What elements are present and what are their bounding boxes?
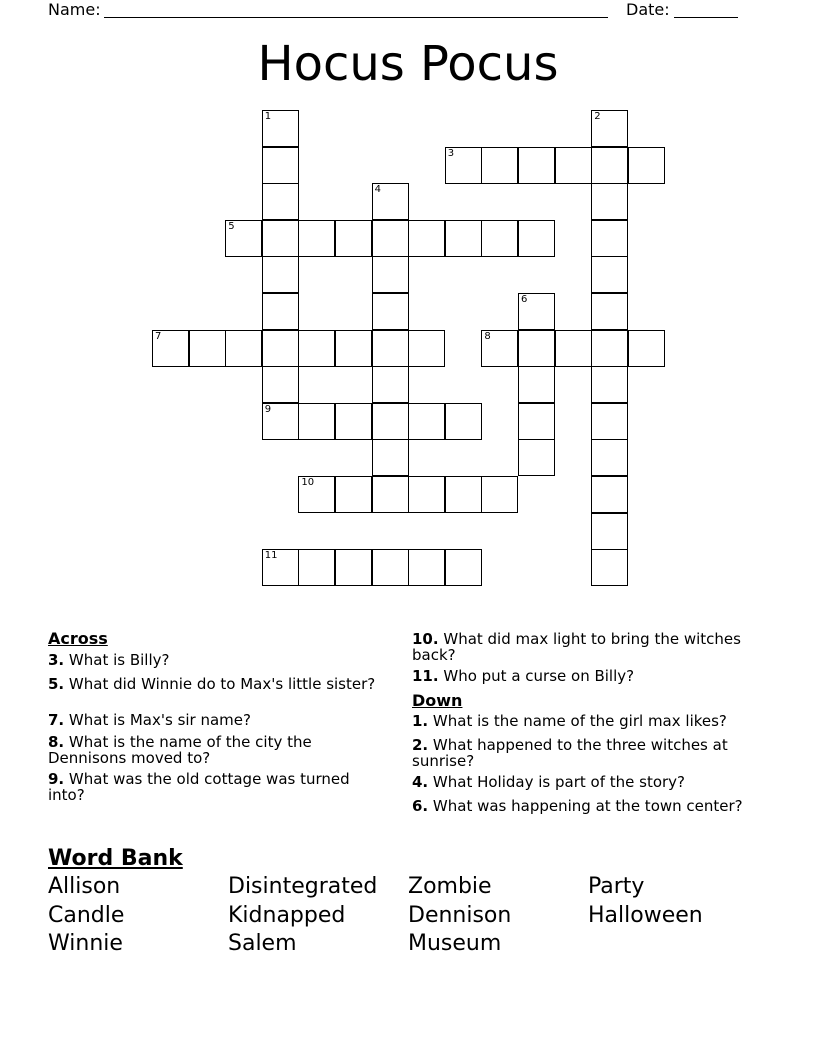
crossword-cell[interactable]	[445, 403, 482, 440]
word-bank-item: Party	[588, 874, 645, 899]
crossword-cell[interactable]	[518, 330, 555, 367]
crossword-cell[interactable]	[518, 403, 555, 440]
word-bank-item: Dennison	[408, 903, 512, 928]
crossword-cell[interactable]	[372, 293, 409, 330]
crossword-cell[interactable]	[628, 330, 665, 367]
word-bank-item: Disintegrated	[228, 874, 378, 899]
crossword-cell[interactable]	[555, 147, 592, 184]
crossword-cell[interactable]	[591, 403, 628, 440]
cell-number: 1	[264, 111, 272, 122]
date-label: Date:	[626, 0, 670, 19]
crossword-cell[interactable]	[591, 513, 628, 550]
word-bank-item: Salem	[228, 931, 297, 956]
crossword-cell[interactable]	[518, 366, 555, 403]
crossword-cell[interactable]	[372, 366, 409, 403]
cell-number: 8	[484, 330, 491, 342]
crossword-cell[interactable]	[262, 366, 299, 403]
clue-down-4: 4. What Holiday is part of the story?	[412, 773, 686, 791]
crossword-cell[interactable]	[518, 439, 555, 476]
crossword-cell[interactable]	[298, 549, 335, 586]
crossword-cell[interactable]	[372, 439, 409, 476]
word-bank-item: Winnie	[48, 931, 123, 956]
crossword-cell[interactable]	[408, 403, 445, 440]
crossword-cell[interactable]	[298, 476, 335, 513]
cell-number: 3	[447, 147, 455, 159]
cell-number: 10	[301, 477, 315, 488]
crossword-cell[interactable]	[481, 220, 518, 257]
crossword-cell[interactable]	[591, 330, 628, 367]
cell-number: 9	[264, 403, 272, 415]
crossword-cell[interactable]	[518, 147, 555, 184]
cell-number: 4	[374, 184, 381, 196]
crossword-cell[interactable]	[262, 220, 299, 257]
clue-across-7: 7. What is Max's sir name?	[48, 711, 251, 729]
crossword-cell[interactable]	[372, 549, 409, 586]
page-title: Hocus Pocus	[257, 36, 559, 92]
crossword-cell[interactable]	[408, 330, 445, 367]
crossword-cell[interactable]	[335, 403, 372, 440]
crossword-cell[interactable]	[591, 147, 628, 184]
crossword-cell[interactable]	[518, 220, 555, 257]
word-bank-item: Zombie	[408, 874, 492, 899]
crossword-cell[interactable]	[445, 476, 482, 513]
crossword-cell[interactable]	[408, 476, 445, 513]
cell-number: 11	[264, 550, 278, 562]
crossword-cell[interactable]	[408, 549, 445, 586]
crossword-cell[interactable]	[262, 293, 299, 330]
crossword-cell[interactable]	[335, 549, 372, 586]
crossword-cell[interactable]	[262, 330, 299, 367]
clue-across-8: 8. What is the name of the city the Dennisons moved to?	[48, 733, 312, 767]
crossword-cell[interactable]	[591, 549, 628, 586]
crossword-cell[interactable]	[152, 330, 189, 367]
crossword-cell[interactable]	[372, 403, 409, 440]
clue-down-2: 2. What happened to the three witches at sunrise?	[412, 736, 728, 770]
word-bank-item: Allison	[48, 874, 121, 899]
crossword-cell[interactable]	[591, 183, 628, 220]
crossword-cell[interactable]	[298, 403, 335, 440]
cell-number: 6	[521, 294, 528, 305]
crossword-cell[interactable]	[372, 220, 409, 257]
crossword-cell[interactable]	[591, 366, 628, 403]
word-bank-item: Candle	[48, 903, 125, 928]
crossword-cell[interactable]	[372, 330, 409, 367]
crossword-cell[interactable]	[481, 147, 518, 184]
cell-number: 5	[228, 220, 235, 232]
name-label: Name:	[48, 0, 101, 19]
word-bank-item: Halloween	[588, 903, 703, 928]
crossword-cell[interactable]	[481, 476, 518, 513]
crossword-cell[interactable]	[262, 147, 299, 184]
across-heading: Across	[48, 629, 108, 648]
crossword-cell[interactable]	[372, 476, 409, 513]
crossword-cell[interactable]	[591, 293, 628, 330]
crossword-cell[interactable]	[372, 256, 409, 293]
crossword-cell[interactable]	[591, 476, 628, 513]
word-bank-item: Museum	[408, 931, 502, 956]
clue-across-11: 11. Who put a curse on Billy?	[412, 667, 635, 685]
clue-across-5: 5. What did Winnie do to Max's little sister?	[48, 675, 376, 693]
word-bank-heading: Word Bank	[48, 846, 183, 871]
clue-across-3: 3. What is Billy?	[48, 651, 170, 669]
crossword-cell[interactable]	[298, 220, 335, 257]
crossword-cell[interactable]	[445, 549, 482, 586]
crossword-cell[interactable]	[262, 110, 299, 147]
crossword-cell[interactable]	[372, 183, 409, 220]
cell-number: 2	[594, 111, 601, 122]
crossword-cell[interactable]	[189, 330, 226, 367]
crossword-cell[interactable]	[262, 256, 299, 293]
cell-number: 7	[155, 330, 162, 342]
crossword-cell[interactable]	[262, 403, 299, 440]
crossword-cell[interactable]	[225, 330, 262, 367]
word-bank-item: Kidnapped	[228, 903, 346, 928]
clue-down-1: 1. What is the name of the girl max likes?	[412, 712, 727, 730]
crossword-cell[interactable]	[591, 220, 628, 257]
crossword-cell[interactable]	[628, 147, 665, 184]
crossword-cell[interactable]	[518, 293, 555, 330]
crossword-cell[interactable]	[335, 220, 372, 257]
crossword-cell[interactable]	[445, 147, 482, 184]
clue-across-9: 9. What was the old cottage was turned into?	[48, 770, 350, 804]
crossword-cell[interactable]	[298, 330, 335, 367]
clue-down-6: 6. What was happening at the town center?	[412, 797, 743, 815]
down-heading: Down	[412, 691, 463, 710]
clue-across-10: 10. What did max light to bring the witches back?	[412, 630, 741, 664]
crossword-cell[interactable]	[408, 220, 445, 257]
crossword-cell[interactable]	[445, 220, 482, 257]
crossword-cell[interactable]	[225, 220, 262, 257]
crossword-cell[interactable]	[591, 256, 628, 293]
crossword-cell[interactable]	[335, 476, 372, 513]
crossword-cell[interactable]	[262, 549, 299, 586]
crossword-cell[interactable]	[335, 330, 372, 367]
crossword-cell[interactable]	[591, 110, 628, 147]
crossword-cell[interactable]	[481, 330, 518, 367]
crossword-cell[interactable]	[555, 330, 592, 367]
crossword-cell[interactable]	[262, 183, 299, 220]
crossword-cell[interactable]	[591, 439, 628, 476]
